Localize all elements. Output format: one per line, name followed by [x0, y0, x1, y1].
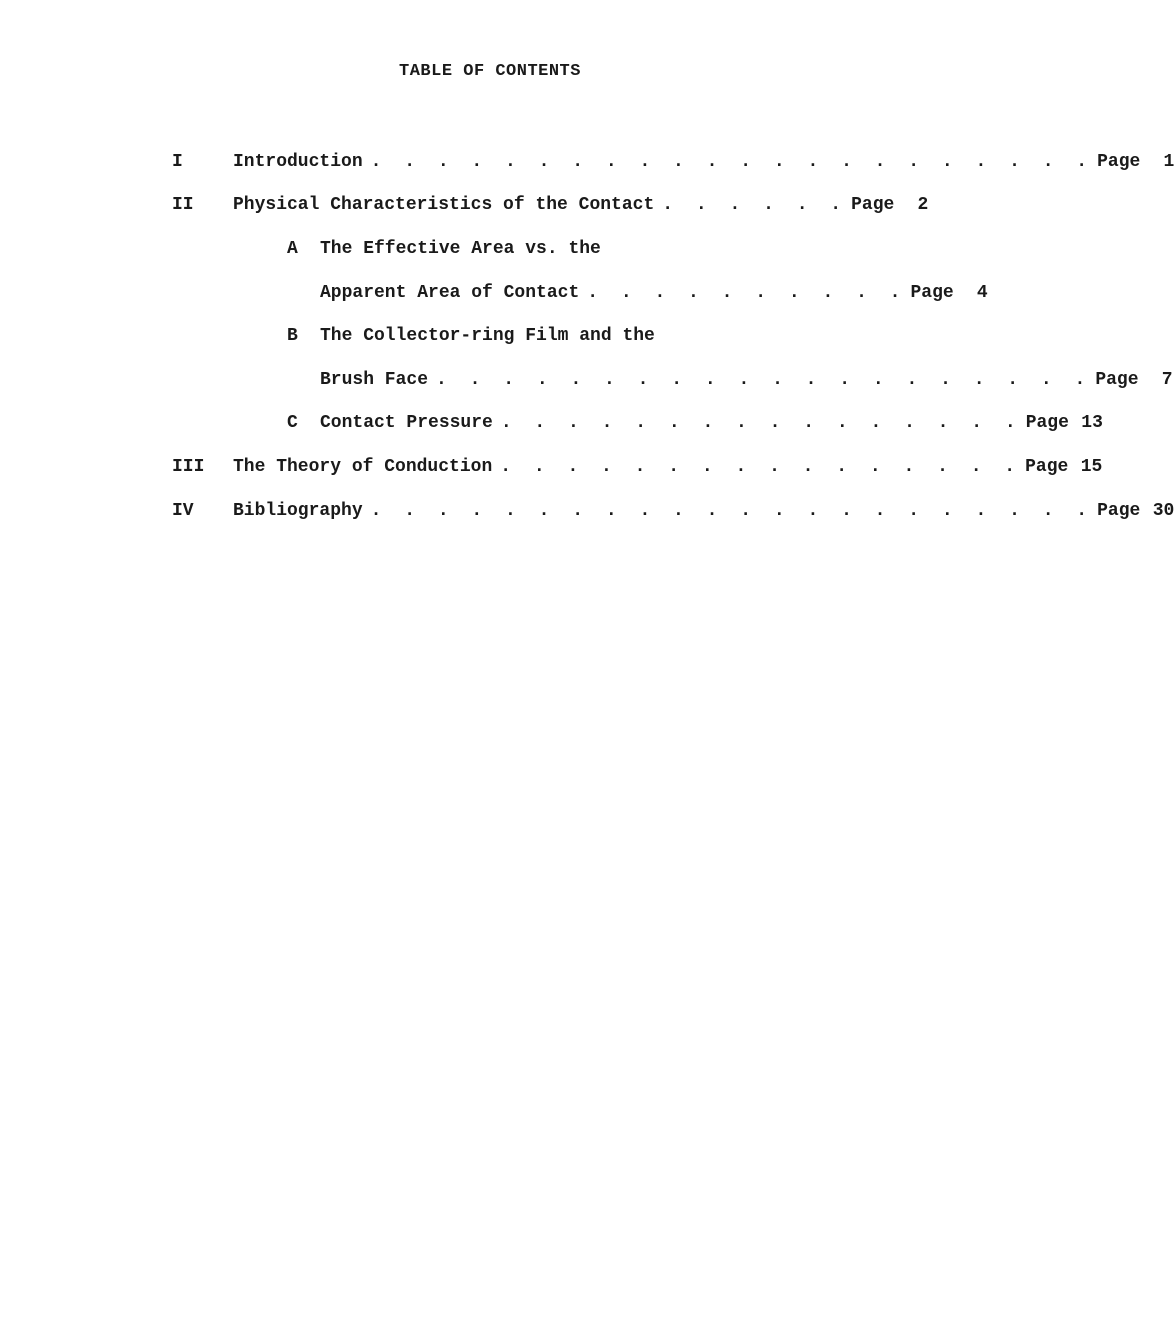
page-label: Page	[1095, 370, 1139, 390]
section-number: IV	[172, 501, 194, 521]
toc-subentry-collector-ring-line1	[0, 323, 1000, 349]
leader-dots: . . . . . . . . . . . . . . . . . . . .	[436, 370, 1092, 390]
page-number: 4	[976, 283, 988, 303]
entry-title: The Theory of Conduction	[233, 457, 493, 477]
page-label: Page	[1025, 413, 1069, 433]
toc-entry-physical-characteristics	[0, 192, 1000, 218]
toc-subentry-collector-ring	[0, 367, 1173, 393]
page-number: 2	[917, 195, 929, 215]
page-number: 1	[1163, 152, 1174, 172]
page-number: 30	[1152, 501, 1174, 521]
leader-dots: . . . . . . . . . . . . . . . . . . . . . .	[370, 501, 1094, 521]
section-number: II	[172, 195, 194, 215]
page-title: TABLE OF CONTENTS	[399, 62, 581, 81]
page-label: Page	[910, 283, 954, 303]
leader-dots: . . . . . .	[662, 195, 848, 215]
entry-title: Physical Characteristics of the Contact	[233, 195, 655, 215]
page-number: 7	[1161, 370, 1173, 390]
entry-title: Introduction	[233, 152, 363, 172]
toc-subentry-effective-area	[0, 280, 1000, 306]
toc-entry-bibliography	[0, 498, 1174, 524]
leader-dots: . . . . . . . . . .	[587, 283, 907, 303]
page-number: 15	[1080, 457, 1103, 477]
entry-title-line1: The Effective Area vs. the	[320, 239, 601, 259]
toc-entry-introduction	[0, 149, 1174, 175]
page-label: Page	[1097, 152, 1141, 172]
page-label: Page	[1097, 501, 1141, 521]
entry-title: Contact Pressure	[320, 413, 493, 433]
leader-dots: . . . . . . . . . . . . . . . .	[500, 413, 1022, 433]
toc-subentry-effective-area-line1	[0, 236, 1000, 262]
subsection-letter: A	[287, 239, 298, 259]
toc-subentry-contact-pressure	[0, 410, 1103, 436]
entry-title: Brush Face	[320, 370, 429, 390]
subsection-letter: C	[287, 413, 298, 433]
entry-title-line1: The Collector-ring Film and the	[320, 326, 655, 346]
toc-entry-theory-of-conduction	[0, 454, 1103, 480]
section-number: III	[172, 457, 205, 477]
page-label: Page	[1025, 457, 1069, 477]
page-label: Page	[851, 195, 895, 215]
subsection-letter: B	[287, 326, 298, 346]
entry-title: Bibliography	[233, 501, 363, 521]
leader-dots: . . . . . . . . . . . . . . . .	[500, 457, 1022, 477]
entry-title: Apparent Area of Contact	[320, 283, 580, 303]
section-number: I	[172, 152, 183, 172]
page-number: 13	[1081, 413, 1103, 433]
leader-dots: . . . . . . . . . . . . . . . . . . . . . .	[370, 152, 1094, 172]
